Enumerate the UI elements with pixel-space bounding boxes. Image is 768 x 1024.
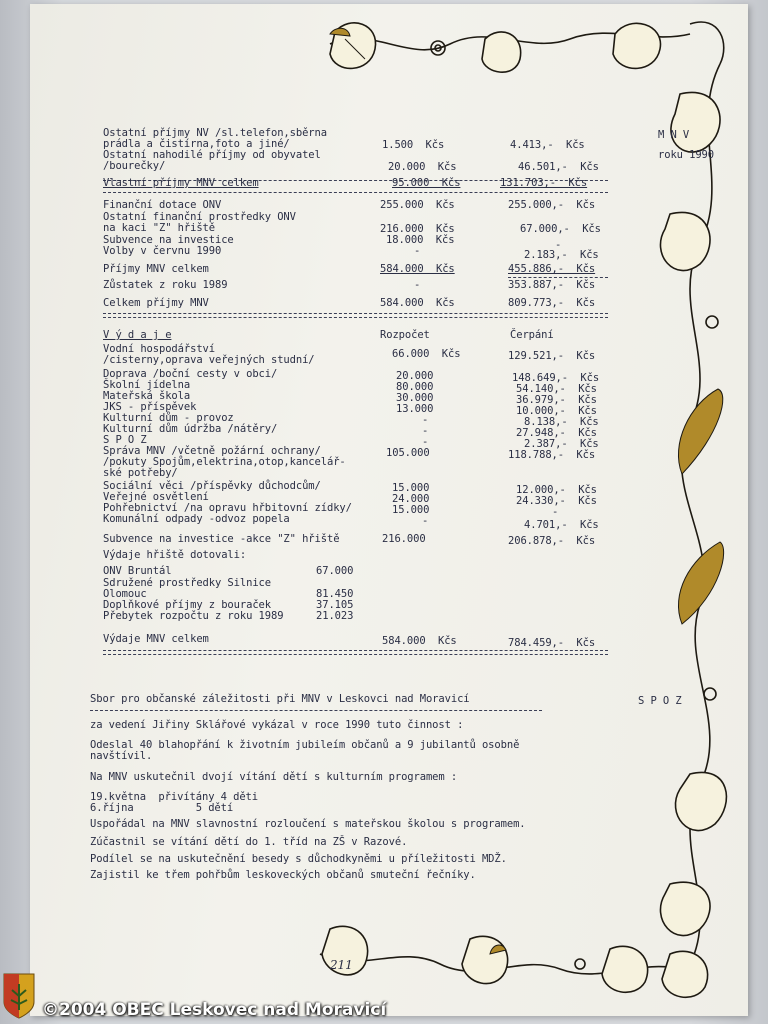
income-actual: 809.773,- Kčs bbox=[508, 297, 596, 309]
expense-actual: 36.979,- Kčs bbox=[516, 394, 597, 406]
playground-value: 37.105 bbox=[316, 599, 354, 611]
income-label: Finanční dotace ONV bbox=[103, 199, 222, 211]
expense-plan: - bbox=[422, 436, 429, 448]
income-actual: 4.413,- Kčs bbox=[510, 139, 585, 151]
income-plan: 95.000 Kčs bbox=[392, 177, 461, 189]
income-actual: 455.886,- Kčs bbox=[508, 263, 596, 275]
income-label: Volby v červnu 1990 bbox=[103, 245, 222, 257]
playground-title: Výdaje hřiště dotovali: bbox=[103, 549, 247, 561]
expense-label: Pohřebnictví /na opravu hřbitovní zídky/ bbox=[103, 502, 352, 514]
expense-label: Komunální odpady -odvoz popela bbox=[103, 513, 290, 525]
expense-plan: 13.000 bbox=[396, 403, 434, 415]
expenses-total-label: Výdaje MNV celkem bbox=[103, 633, 209, 645]
income-plan: 216.000 Kčs bbox=[380, 223, 455, 235]
expense-actual: 24.330,- Kčs bbox=[516, 495, 597, 507]
expense-actual: 4.701,- Kčs bbox=[524, 519, 599, 531]
divider bbox=[508, 277, 608, 278]
expense-label: Správa MNV /včetně požární ochrany/ /pokuty Spojům,elektrina,otop,kancelář- ské potřeby/ bbox=[103, 445, 346, 479]
expense-label: Vodní hospodářství /cisterny,oprava veřejných studní/ bbox=[103, 343, 315, 366]
income-label: Vlastní příjmy MNV celkem bbox=[103, 177, 259, 189]
expense-label: Mateřská škola bbox=[103, 390, 191, 402]
page-number: 211 bbox=[330, 958, 353, 972]
playground-value: 21.023 bbox=[316, 610, 354, 622]
expense-plan: 66.000 Kčs bbox=[392, 348, 461, 360]
expenses-title: V ý d a j e bbox=[103, 329, 172, 341]
spoz-line: Podílel se na uskutečnění besedy s důchodkyněmi u příležitosti MDŽ. bbox=[90, 853, 507, 865]
expense-label: Sociální věci /příspěvky důchodcům/ bbox=[103, 480, 321, 492]
expense-label: S P O Z bbox=[103, 434, 147, 446]
spoz-line: Zúčastnil se vítání dětí do 1. tříd na ZŠ v Razové. bbox=[90, 836, 408, 848]
divider bbox=[90, 710, 542, 711]
expense-actual: 12.000,- Kčs bbox=[516, 484, 597, 496]
playground-label: Sdružené prostředky Silnice Olomouc bbox=[103, 577, 271, 600]
income-plan: - bbox=[414, 245, 421, 257]
expense-actual: 8.138,- Kčs bbox=[524, 416, 599, 428]
income-label: Ostatní příjmy NV /sl.telefon,sběrna prádla a čistírna,foto a jiné/ bbox=[103, 127, 327, 150]
spoz-line: Uspořádal na MNV slavnostní rozloučení s mateřskou školou s programem. bbox=[90, 818, 526, 830]
divider bbox=[103, 192, 608, 193]
income-actual: 255.000,- Kčs bbox=[508, 199, 596, 211]
expense-plan: 20.000 bbox=[396, 370, 434, 382]
income-label: Ostatní nahodilé příjmy od obyvatel /bourečky/ bbox=[103, 149, 321, 172]
expense-actual: 2.387,- Kčs bbox=[524, 438, 599, 450]
expense-actual: 206.878,- Kčs bbox=[508, 535, 596, 547]
expense-actual: 148.649,- Kčs bbox=[512, 372, 600, 384]
footer-copyright: ©2004 OBEC Leskovec nad Moravicí bbox=[42, 1000, 387, 1020]
income-label: Zůstatek z roku 1989 bbox=[103, 279, 228, 291]
col-actual-header: Čerpání bbox=[510, 329, 554, 341]
spoz-line: Zajistil ke třem pohřbům leskoveckých občanů smuteční řečníky. bbox=[90, 869, 476, 881]
playground-label: Přebytek rozpočtu z roku 1989 bbox=[103, 610, 284, 622]
playground-value: 67.000 bbox=[316, 565, 354, 577]
income-plan: 1.500 Kčs bbox=[382, 139, 445, 151]
expense-plan: - bbox=[422, 414, 429, 426]
income-actual: 131.703,- Kčs bbox=[500, 177, 588, 189]
margin-year: roku 1990 bbox=[658, 149, 714, 161]
income-actual: 353.887,- Kčs bbox=[508, 279, 596, 291]
expense-plan: 80.000 bbox=[396, 381, 434, 393]
expense-plan: 24.000 bbox=[392, 493, 430, 505]
spoz-line: Na MNV uskutečnil dvojí vítání dětí s kulturním programem : bbox=[90, 771, 458, 783]
village-crest-icon bbox=[2, 972, 36, 1020]
expense-label: Kulturní dům údržba /nátěry/ bbox=[103, 423, 278, 435]
income-actual: 67.000,- Kčs bbox=[520, 223, 601, 235]
expense-actual: 27.948,- Kčs bbox=[516, 427, 597, 439]
income-plan: 20.000 Kčs bbox=[388, 161, 457, 173]
income-actual: - bbox=[555, 239, 562, 251]
margin-spoz: S P O Z bbox=[638, 695, 682, 707]
income-label: Subvence na investice bbox=[103, 234, 234, 246]
income-plan: - bbox=[414, 279, 421, 291]
income-plan: 18.000 Kčs bbox=[386, 234, 455, 246]
income-plan: 255.000 Kčs bbox=[380, 199, 455, 211]
expense-plan: 30.000 bbox=[396, 392, 434, 404]
expense-actual: 118.788,- Kčs bbox=[508, 449, 596, 461]
spoz-line: Odeslal 40 blahopřání k životním jubileím občanů a 9 jubilantů osobně navštívil. bbox=[90, 739, 520, 762]
spoz-line: 19.května přivítány 4 děti 6.října 5 dětí bbox=[90, 791, 258, 814]
income-label: Celkem příjmy MNV bbox=[103, 297, 209, 309]
document-page bbox=[30, 4, 748, 1016]
playground-value: 81.450 bbox=[316, 588, 354, 600]
spoz-heading: Sbor pro občanské záležitosti při MNV v Leskovci nad Moravicí bbox=[90, 693, 470, 705]
expense-plan: 15.000 bbox=[392, 504, 430, 516]
double-divider bbox=[103, 313, 608, 318]
income-plan: 584.000 Kčs bbox=[380, 297, 455, 309]
expense-plan: - bbox=[422, 515, 429, 527]
expense-label: Kulturní dům - provoz bbox=[103, 412, 234, 424]
income-plan: 584.000 Kčs bbox=[380, 263, 455, 275]
expense-actual: 54.140,- Kčs bbox=[516, 383, 597, 395]
double-divider bbox=[103, 650, 608, 655]
expenses-total-plan: 584.000 Kčs bbox=[382, 635, 457, 647]
expense-label: Školní jídelna bbox=[103, 379, 191, 391]
margin-mnv: M N V bbox=[658, 129, 690, 141]
income-label: Příjmy MNV celkem bbox=[103, 263, 209, 275]
playground-label: Doplňkové příjmy z bouraček bbox=[103, 599, 271, 611]
expense-label: Veřejné osvětlení bbox=[103, 491, 209, 503]
expense-plan: 105.000 bbox=[386, 447, 430, 459]
expense-label: Subvence na investice -akce "Z" hřiště bbox=[103, 533, 340, 545]
expense-plan: - bbox=[422, 425, 429, 437]
expenses-total-actual: 784.459,- Kčs bbox=[508, 637, 596, 649]
expense-plan: 15.000 bbox=[392, 482, 430, 494]
income-actual: 2.183,- Kčs bbox=[524, 249, 599, 261]
income-actual: 46.501,- Kčs bbox=[518, 161, 599, 173]
income-label: Ostatní finanční prostředky ONV na kaci "Z" hřiště bbox=[103, 211, 296, 234]
spoz-line: za vedení Jiřiny Sklářové vykázal v roce 1990 tuto činnost : bbox=[90, 719, 464, 731]
playground-label: ONV Bruntál bbox=[103, 565, 172, 577]
expense-label: Doprava /boční cesty v obci/ bbox=[103, 368, 278, 380]
col-plan-header: Rozpočet bbox=[380, 329, 430, 341]
expense-actual: 129.521,- Kčs bbox=[508, 350, 596, 362]
expense-actual: - bbox=[552, 506, 559, 518]
expense-label: JKS - příspěvek bbox=[103, 401, 197, 413]
expense-plan: 216.000 bbox=[382, 533, 426, 545]
expense-actual: 10.000,- Kčs bbox=[516, 405, 597, 417]
